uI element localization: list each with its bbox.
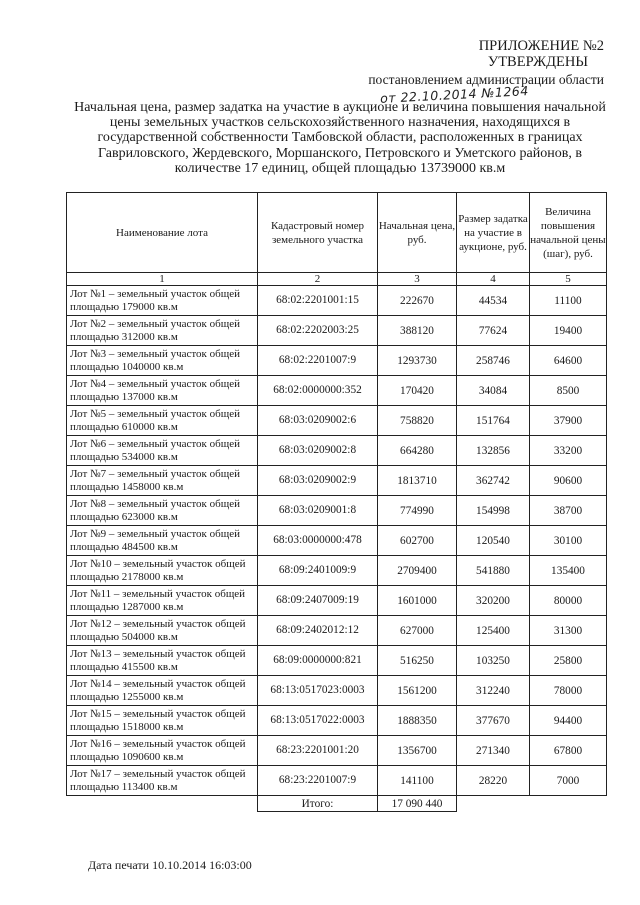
table-row [67,526,607,556]
handwritten-date: от 22.10.2014 №1264 [379,83,530,106]
table-row [67,736,607,766]
lot-name: Лот №11 – земельный участок общей площадью 1287000 кв.м [67,586,258,616]
table-row [67,766,607,796]
start-price: 516250 [378,646,457,676]
total-label: Итого: [258,796,378,812]
cadastral-number: 68:02:2201001:15 [258,286,378,316]
lot-name: Лот №6 – земельный участок общей площадью 534000 кв.м [67,436,258,466]
lot-name: Лот №1 – земельный участок общей площадью 179000 кв.м [67,286,258,316]
lot-name: Лот №12 – земельный участок общей площадью 504000 кв.м [67,616,258,646]
deposit-amount: 271340 [457,736,530,766]
total-row [67,796,607,812]
lot-name: Лот №7 – земельный участок общей площадью 1458000 кв.м [67,466,258,496]
cadastral-number: 68:03:0209001:8 [258,496,378,526]
table-row [67,586,607,616]
header-lot-name: Наименование лота [67,193,258,273]
total-value: 17 090 440 [378,796,457,812]
start-price: 388120 [378,316,457,346]
bid-step: 38700 [530,496,607,526]
start-price: 1561200 [378,676,457,706]
lot-name: Лот №15 – земельный участок общей площадью 1518000 кв.м [67,706,258,736]
bid-step: 78000 [530,676,607,706]
table-row [67,496,607,526]
start-price: 2709400 [378,556,457,586]
lot-name: Лот №3 – земельный участок общей площадью 1040000 кв.м [67,346,258,376]
deposit-amount: 320200 [457,586,530,616]
bid-step: 90600 [530,466,607,496]
start-price: 222670 [378,286,457,316]
start-price: 170420 [378,376,457,406]
bid-step: 94400 [530,706,607,736]
bid-step: 64600 [530,346,607,376]
deposit-amount: 151764 [457,406,530,436]
appendix-label: ПРИЛОЖЕНИЕ №2 [478,38,604,54]
lot-name: Лот №13 – земельный участок общей площадью 415500 кв.м [67,646,258,676]
lot-name: Лот №8 – земельный участок общей площадью 623000 кв.м [67,496,258,526]
bid-step: 31300 [530,616,607,646]
table-row [67,286,607,316]
bid-step: 7000 [530,766,607,796]
bid-step: 135400 [530,556,607,586]
start-price: 1356700 [378,736,457,766]
cadastral-number: 68:13:0517022:0003 [258,706,378,736]
start-price: 602700 [378,526,457,556]
deposit-amount: 34084 [457,376,530,406]
deposit-amount: 362742 [457,466,530,496]
bid-step: 80000 [530,586,607,616]
table-row [67,556,607,586]
deposit-amount: 28220 [457,766,530,796]
column-number: 1 [67,273,258,286]
cadastral-number: 68:09:2407009:19 [258,586,378,616]
start-price: 1601000 [378,586,457,616]
decree-label: постановлением администрации области [368,72,604,87]
column-number-row [67,273,607,286]
table-row [67,376,607,406]
bid-step: 25800 [530,646,607,676]
total-blank [530,796,607,812]
bid-step: 11100 [530,286,607,316]
total-blank [67,796,258,812]
bid-step: 19400 [530,316,607,346]
cadastral-number: 68:03:0209002:9 [258,466,378,496]
deposit-amount: 77624 [457,316,530,346]
start-price: 664280 [378,436,457,466]
lot-name: Лот №16 – земельный участок общей площадью 1090600 кв.м [67,736,258,766]
cadastral-number: 68:03:0000000:478 [258,526,378,556]
cadastral-number: 68:13:0517023:0003 [258,676,378,706]
lots-table [66,192,607,812]
table-row [67,466,607,496]
lot-name: Лот №14 – земельный участок общей площадью 1255000 кв.м [67,676,258,706]
table-row [67,616,607,646]
lot-name: Лот №5 – земельный участок общей площадью 610000 кв.м [67,406,258,436]
total-blank [457,796,530,812]
lot-name: Лот №17 – земельный участок общей площадью 113400 кв.м [67,766,258,796]
deposit-amount: 541880 [457,556,530,586]
header-bid-step: Величина повышения начальной цены (шаг), руб. [530,193,607,273]
document-title: Начальная цена, размер задатка на участие в аукционе и величина повышения начальной цены земельных участков сельскохозяйственного назначения, находящихся в государственной собственности Тамбовской области, расположенных в границах Гавриловского, Жердевского, Моршанского, Петровского и Уметского районов, в количестве 17 единиц, общей площадью 13739000 кв.м [74,100,606,176]
deposit-amount: 312240 [457,676,530,706]
bid-step: 67800 [530,736,607,766]
table-row [67,676,607,706]
deposit-amount: 258746 [457,346,530,376]
table-row [67,346,607,376]
column-number: 2 [258,273,378,286]
table-row [67,646,607,676]
deposit-amount: 44534 [457,286,530,316]
start-price: 774990 [378,496,457,526]
approved-label: УТВЕРЖДЕНЫ [487,54,588,70]
cadastral-number: 68:09:2401009:9 [258,556,378,586]
lot-name: Лот №10 – земельный участок общей площадью 2178000 кв.м [67,556,258,586]
deposit-amount: 154998 [457,496,530,526]
bid-step: 37900 [530,406,607,436]
cadastral-number: 68:23:2201001:20 [258,736,378,766]
deposit-amount: 125400 [457,616,530,646]
table-header-row [67,193,607,273]
cadastral-number: 68:02:0000000:352 [258,376,378,406]
lot-name: Лот №9 – земельный участок общей площадью 484500 кв.м [67,526,258,556]
table-row [67,706,607,736]
cadastral-number: 68:23:2201007:9 [258,766,378,796]
column-number: 4 [457,273,530,286]
deposit-amount: 377670 [457,706,530,736]
bid-step: 33200 [530,436,607,466]
start-price: 1813710 [378,466,457,496]
table-row [67,436,607,466]
header-deposit: Размер задатка на участие в аукционе, руб. [457,193,530,273]
start-price: 1888350 [378,706,457,736]
bid-step: 30100 [530,526,607,556]
cadastral-number: 68:03:0209002:8 [258,436,378,466]
lot-name: Лот №2 – земельный участок общей площадью 312000 кв.м [67,316,258,346]
cadastral-number: 68:02:2201007:9 [258,346,378,376]
table-row [67,316,607,346]
lot-name: Лот №4 – земельный участок общей площадью 137000 кв.м [67,376,258,406]
cadastral-number: 68:02:2202003:25 [258,316,378,346]
start-price: 141100 [378,766,457,796]
column-number: 3 [378,273,457,286]
cadastral-number: 68:09:0000000:821 [258,646,378,676]
cadastral-number: 68:09:2402012:12 [258,616,378,646]
table-row [67,406,607,436]
deposit-amount: 103250 [457,646,530,676]
print-date: Дата печати 10.10.2014 16:03:00 [88,858,252,872]
deposit-amount: 120540 [457,526,530,556]
start-price: 758820 [378,406,457,436]
header-cadastral-number: Кадастровый номер земельного участка [258,193,378,273]
deposit-amount: 132856 [457,436,530,466]
bid-step: 8500 [530,376,607,406]
column-number: 5 [530,273,607,286]
start-price: 627000 [378,616,457,646]
start-price: 1293730 [378,346,457,376]
header-start-price: Начальная цена, руб. [378,193,457,273]
cadastral-number: 68:03:0209002:6 [258,406,378,436]
